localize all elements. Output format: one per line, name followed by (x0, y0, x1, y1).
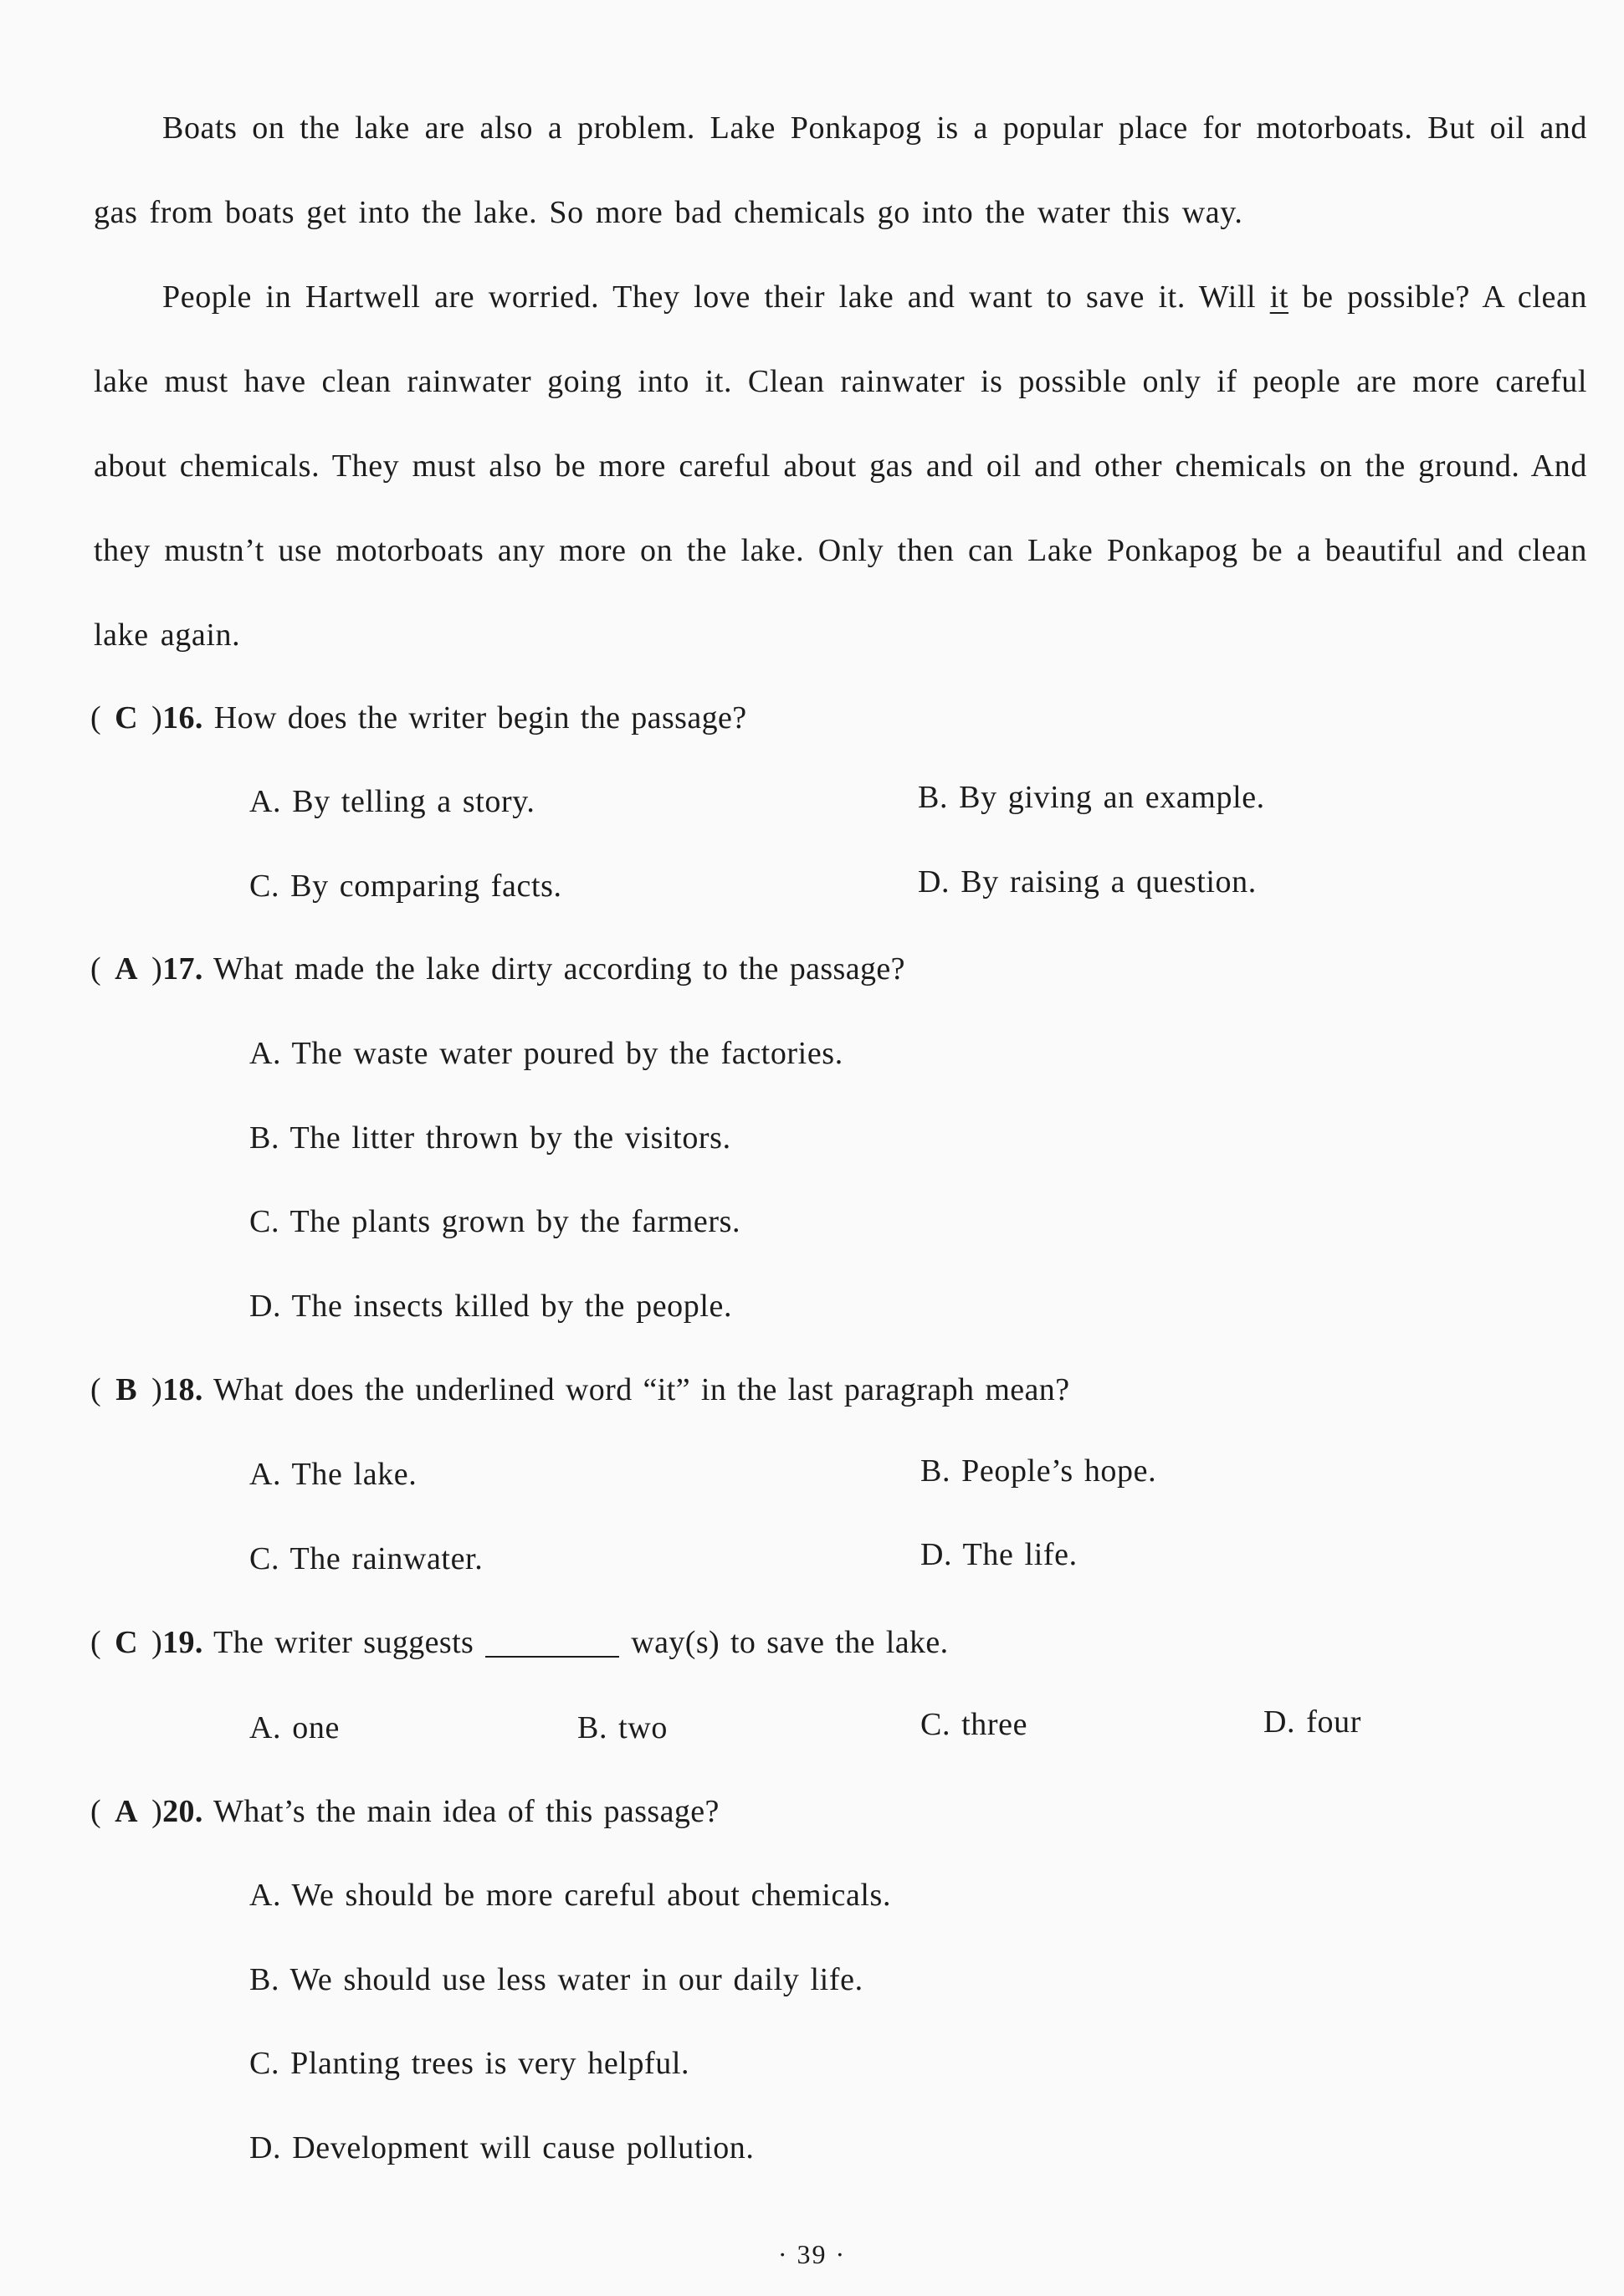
answer-paren-close: ) (151, 951, 163, 987)
option-a: A. We should be more careful about chemicals. (249, 1878, 892, 1913)
option-d: D. The life. (920, 1537, 1078, 1572)
question-number: 17. (162, 951, 203, 987)
question-stem: What does the underlined word “it” in the last paragraph mean? (213, 1372, 1070, 1407)
option-a: A. The lake. (249, 1457, 418, 1492)
answer-paren-close: ) (151, 700, 163, 735)
paragraph-2-text-end: be possible? A clean lake must have clean rainwater going into it. Clean rainwater is possible only if people are more careful about chemicals. They must also be more careful about gas and oil and other chemicals on the ground. And they mustn’t use motorboats any more on the lake. Only then can Lake Ponkapog be a beautiful and clean lake again. (94, 279, 1588, 653)
option-c: C. The rainwater. (249, 1541, 484, 1576)
answer-paren-close: ) (151, 1794, 163, 1829)
answer-paren-open: ( (90, 700, 102, 735)
answer-paren-open: ( (90, 1794, 102, 1829)
answer-letter: C (115, 1625, 138, 1660)
question-number: 18. (162, 1372, 203, 1407)
question-stem: What’s the main idea of this passage? (213, 1794, 720, 1829)
option-d: D. four (1263, 1704, 1361, 1740)
paragraph-2-text-start: People in Hartwell are worried. They love their lake and want to save it. Will (162, 279, 1270, 315)
question-number: 20. (162, 1794, 203, 1829)
answer-paren-open: ( (90, 951, 102, 987)
question-stem: How does the writer begin the passage? (213, 700, 747, 735)
question-18 (90, 1371, 1069, 1409)
passage-paragraph-1: Boats on the lake are also a problem. Lake Ponkapog is a popular place for motorboats. But oil and gas from boats get into the lake. So more bad chemicals go into the water this way. (94, 110, 1587, 230)
option-b: B. By giving an example. (918, 780, 1265, 815)
question-stem-start: The writer suggests (213, 1625, 474, 1660)
option-b: B. two (577, 1710, 668, 1745)
option-c: C. Planting trees is very helpful. (249, 2046, 690, 2081)
option-b: B. The litter thrown by the visitors. (249, 1120, 731, 1156)
option-a: A. By telling a story. (249, 784, 535, 819)
answer-paren-close: ) (151, 1625, 163, 1660)
option-c: C. By comparing facts. (249, 869, 562, 904)
option-c: C. three (920, 1707, 1028, 1742)
option-d: D. The insects killed by the people. (249, 1289, 733, 1324)
question-stem-end: way(s) to save the lake. (631, 1625, 949, 1660)
answer-paren-open: ( (90, 1372, 102, 1407)
answer-letter: B (115, 1372, 137, 1407)
page-number: · 39 · (777, 2239, 847, 2269)
question-16 (90, 699, 747, 737)
underlined-word-it: it (1269, 279, 1289, 315)
answer-letter: A (115, 1794, 138, 1829)
question-stem: What made the lake dirty according to the passage? (213, 951, 905, 987)
option-a: A. The waste water poured by the factories. (249, 1036, 843, 1071)
option-c: C. The plants grown by the farmers. (249, 1204, 741, 1239)
passage-paragraph-2 (94, 255, 1587, 678)
answer-letter: A (115, 951, 138, 987)
option-a: A. one (249, 1710, 340, 1745)
option-b: B. We should use less water in our daily life. (249, 1962, 863, 1997)
question-number: 19. (162, 1625, 203, 1660)
answer-paren-close: ) (151, 1372, 163, 1407)
question-19 (90, 1623, 949, 1662)
option-d: D. Development will cause pollution. (249, 2130, 755, 2165)
answer-blank (485, 1631, 619, 1658)
answer-letter: C (115, 700, 138, 735)
question-20 (90, 1792, 720, 1831)
answer-paren-open: ( (90, 1625, 102, 1660)
option-d: D. By raising a question. (918, 864, 1257, 899)
option-b: B. People’s hope. (920, 1453, 1157, 1489)
question-number: 16. (162, 700, 203, 735)
question-17 (90, 950, 905, 988)
